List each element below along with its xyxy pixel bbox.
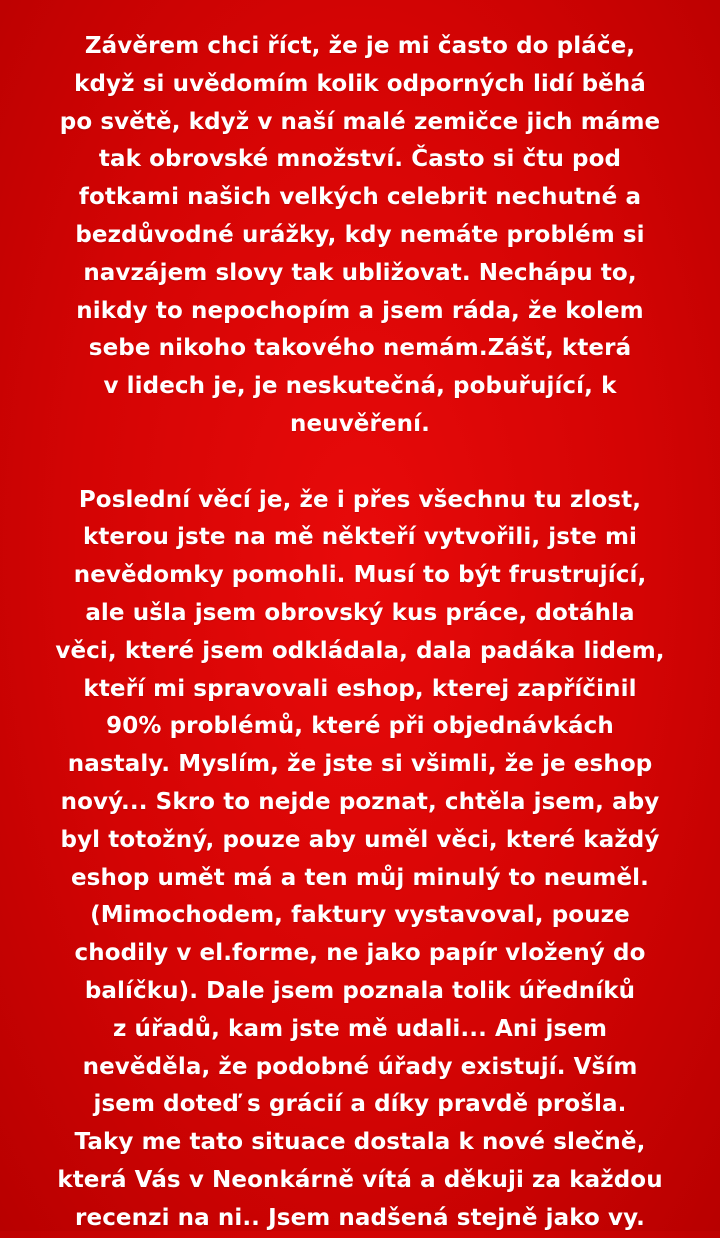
text-line: fotkami našich velkých celebrit nechutné a xyxy=(78,184,642,211)
text-line: recenzi na ni.. Jsem nadšená stejně jako vy. xyxy=(75,1204,645,1231)
text-line: kterou jste na mě někteří vytvořili, jste mi xyxy=(82,524,638,551)
text-line: bezdůvodné urážky, kdy nemáte problém si xyxy=(75,221,645,248)
text-line: v lidech je, je neskutečná, pobuřující, k xyxy=(103,373,617,400)
paragraph-spacer xyxy=(0,444,720,482)
text-line: sebe nikoho takového nemám.Zášť, která xyxy=(88,335,632,362)
text-line: nevěděla, že podobné úřady existují. Vším xyxy=(82,1053,638,1080)
text-line: která Vás v Neonkárně vítá a děkuji za každou xyxy=(57,1166,663,1193)
text-line: ale ušla jsem obrovský kus práce, dotáhla xyxy=(85,599,635,626)
text-line: neuvěření. xyxy=(290,410,430,437)
text-line: nový... Skro to nejde poznat, chtěla jsem, aby xyxy=(60,788,660,815)
text-line: nastaly. Myslím, že jste si všimli, že je eshop xyxy=(67,751,653,778)
text-line: (Mimochodem, faktury vystavoval, pouze xyxy=(90,902,630,929)
text-line: eshop umět má a ten můj minulý to neuměl. xyxy=(70,864,650,891)
text-line: Taky me tato situace dostala k nové slečně, xyxy=(74,1129,646,1156)
paragraph-last-thing xyxy=(0,482,720,1238)
paragraph-conclusion xyxy=(0,28,720,444)
text-line: jsem doteď s grácií a díky pravdě prošla. xyxy=(93,1091,627,1118)
text-line: navzájem slovy tak ubližovat. Nechápu to, xyxy=(83,259,637,286)
text-line: 90% problémů, které při objednávkách xyxy=(106,713,614,740)
text-line: nevědomky pomohli. Musí to být frustrující, xyxy=(73,562,647,589)
text-line: chodily v el.forme, ne jako papír vložený do xyxy=(74,940,646,967)
text-line: Závěrem chci říct, že je mi často do pláče, xyxy=(84,33,636,59)
text-line: nikdy to nepochopím a jsem ráda, že kolem xyxy=(76,297,644,324)
text-line: věci, které jsem odkládala, dala padáka lidem, xyxy=(55,637,665,664)
text-line: kteří mi spravovali eshop, kterej zapříčinil xyxy=(83,675,637,702)
text-line: byl totožný, pouze aby uměl věci, které každý xyxy=(60,826,660,853)
text-line: tak obrovské množství. Často si čtu pod xyxy=(98,146,622,173)
text-line: když si uvědomím kolik odporných lidí běhá xyxy=(74,70,646,97)
text-line: z úřadů, kam jste mě udali... Ani jsem xyxy=(112,1015,608,1042)
text-line: balíčku). Dale jsem poznala tolik úředníků xyxy=(84,977,636,1004)
text-line: po světě, když v naší malé zemičce jich máme xyxy=(59,108,661,135)
text-line: Poslední věcí je, že i přes všechnu tu zlost, xyxy=(78,486,642,513)
